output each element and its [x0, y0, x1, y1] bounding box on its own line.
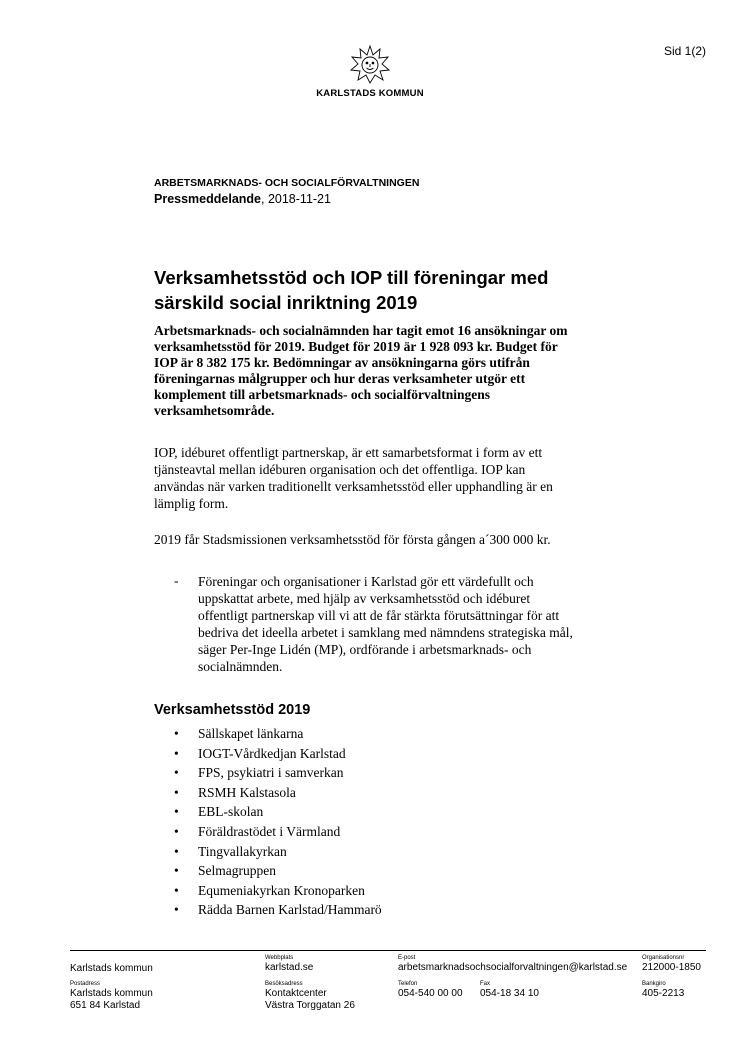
list-item-label: Sällskapet länkarna [198, 726, 304, 741]
paragraph-line: användas när varken traditionellt verksamhetsstöd eller upphandling är en [154, 479, 553, 494]
press-date: , 2018-11-21 [261, 192, 331, 206]
footer-postadress-line: Karlstads kommun [70, 988, 153, 999]
quote-line: Föreningar och organisationer i Karlstad gör ett värdefullt och [198, 574, 534, 589]
list-item-label: FPS, psykiatri i samverkan [198, 765, 344, 781]
footer-label: Postadress [70, 981, 101, 987]
list-item [154, 763, 382, 783]
footer-label: Fax [480, 981, 491, 987]
sun-icon [349, 44, 391, 86]
quote-line: socialnämnden. [198, 659, 283, 674]
bullet-icon: • [174, 863, 179, 879]
lead-line: föreningarnas målgrupper och hur deras verksamheter utgör ett [154, 371, 526, 386]
footer-divider [70, 950, 706, 951]
list-item-label: Selmagruppen [198, 863, 276, 879]
list-item [154, 802, 382, 822]
footer-webbplats [265, 955, 313, 974]
bullet-icon: • [174, 765, 179, 781]
footer-postadress-line: 651 84 Karlstad [70, 1000, 141, 1011]
department-name: ARBETSMARKNADS- OCH SOCIALFÖRVALTNINGEN [154, 177, 420, 189]
quote-line: säger Per-Inge Lidén (MP), ordförande i arbetsmarknads- och [198, 642, 532, 657]
list-item-label: EBL-skolan [198, 804, 264, 820]
footer-telefon-value: 054-540 00 00 [398, 988, 463, 999]
footer-besoksadress-line: Västra Torggatan 26 [265, 1000, 355, 1011]
paragraph-line: IOP, idéburet offentligt partnerskap, är ett samarbetsformat i form av ett [154, 445, 543, 460]
list-item-label: RSMH Kalstasola [198, 784, 296, 800]
quote-line: bedriva det ideella arbetet i samklang med nämndens strategiska mål, [198, 625, 573, 640]
footer-bankgiro [642, 981, 684, 1000]
list-item-label: Rädda Barnen Karlstad/Hammarö [198, 902, 382, 918]
bullet-icon: • [174, 804, 179, 820]
document-title [154, 265, 624, 315]
footer-besoksadress [265, 981, 355, 1012]
quote-dash: - [174, 573, 179, 588]
list-item-label: Tingvallakyrkan [198, 843, 287, 859]
footer-orgnr-value: 212000-1850 [642, 962, 701, 973]
iop-paragraph [154, 444, 624, 512]
list-item [154, 822, 382, 842]
bullet-icon: • [174, 784, 179, 800]
lead-line: IOP är 8 382 175 kr. Bedömningar av ansökningarna görs utifrån [154, 355, 530, 370]
footer-label: Organisationsnr [642, 955, 685, 961]
footer-postadress [70, 981, 153, 1012]
press-label: Pressmeddelande [154, 192, 261, 206]
footer-label: Bankgiro [642, 981, 666, 987]
lead-line: Arbetsmarknads- och socialnämnden har tagit emot 16 ansökningar om [154, 323, 568, 338]
footer-label: E-post [398, 955, 416, 961]
paragraph-line: tjänsteavtal mellan idéburen organisation och det offentliga. IOP kan [154, 462, 526, 477]
footer-fax-value: 054-18 34 10 [480, 988, 539, 999]
list-item [154, 900, 382, 920]
quote-block [198, 573, 638, 675]
bullet-icon: • [174, 726, 179, 741]
footer-org-name: Karlstads kommun [70, 963, 153, 974]
list-item [154, 744, 382, 764]
list-item-label: Föräldrastödet i Värmland [198, 823, 341, 839]
quote-line: uppskattat arbete, med hjälp av verksamhetsstöd och idéburet [198, 591, 531, 606]
footer-fax [480, 981, 539, 1000]
footer-bankgiro-value: 405-2213 [642, 988, 685, 999]
lead-paragraph [154, 323, 629, 419]
stadsmissionen-paragraph: 2019 får Stadsmissionen verksamhetsstöd för första gången a´300 000 kr. [154, 532, 551, 547]
bullet-icon: • [174, 843, 179, 859]
list-item [154, 881, 382, 901]
footer-label: Telefon [398, 981, 418, 987]
footer-label: Webbplats [265, 955, 294, 961]
list-item-label: Equmeniakyrkan Kronoparken [198, 882, 365, 898]
list-item [154, 861, 382, 881]
paragraph-line: lämplig form. [154, 496, 229, 511]
lead-line: komplement till arbetsmarknads- och socialförvaltningens [154, 387, 490, 402]
bullet-icon: • [174, 902, 179, 918]
bullet-icon: • [174, 745, 179, 761]
list-item [154, 724, 382, 744]
bullet-icon: • [174, 823, 179, 839]
footer-besoksadress-line: Kontaktcenter [265, 988, 327, 999]
footer-telefon [398, 981, 463, 1000]
quote-line: offentligt partnerskap vill vi att de får stärkta förutsättningar för att [198, 608, 560, 623]
footer-label: Besöksadress [265, 981, 303, 987]
section-heading: Verksamhetsstöd 2019 [154, 702, 311, 718]
title-line: Verksamhetsstöd och IOP till föreningar med [154, 267, 549, 288]
logo-text: KARLSTADS KOMMUN [316, 88, 424, 99]
footer-orgnr [642, 955, 701, 974]
bullet-icon: • [174, 882, 179, 898]
organisation-list [154, 724, 382, 920]
footer-epost [398, 955, 627, 974]
footer-epost-value: arbetsmarknadsochsocialforvaltningen@karlstad.se [398, 962, 628, 973]
list-item [154, 842, 382, 862]
title-line: särskild social inriktning 2019 [154, 292, 418, 313]
footer-webbplats-value: karlstad.se [265, 962, 314, 973]
lead-line: verksamhetsstöd för 2019. Budget för 2019 är 1 928 093 kr. Budget för [154, 339, 558, 354]
press-release-line [154, 192, 331, 206]
page-number: Sid 1(2) [663, 44, 706, 58]
municipality-logo [290, 44, 450, 99]
list-item-label: IOGT-Vårdkedjan Karlstad [198, 745, 346, 761]
lead-line: verksamhetsområde. [154, 403, 275, 418]
list-item [154, 783, 382, 803]
